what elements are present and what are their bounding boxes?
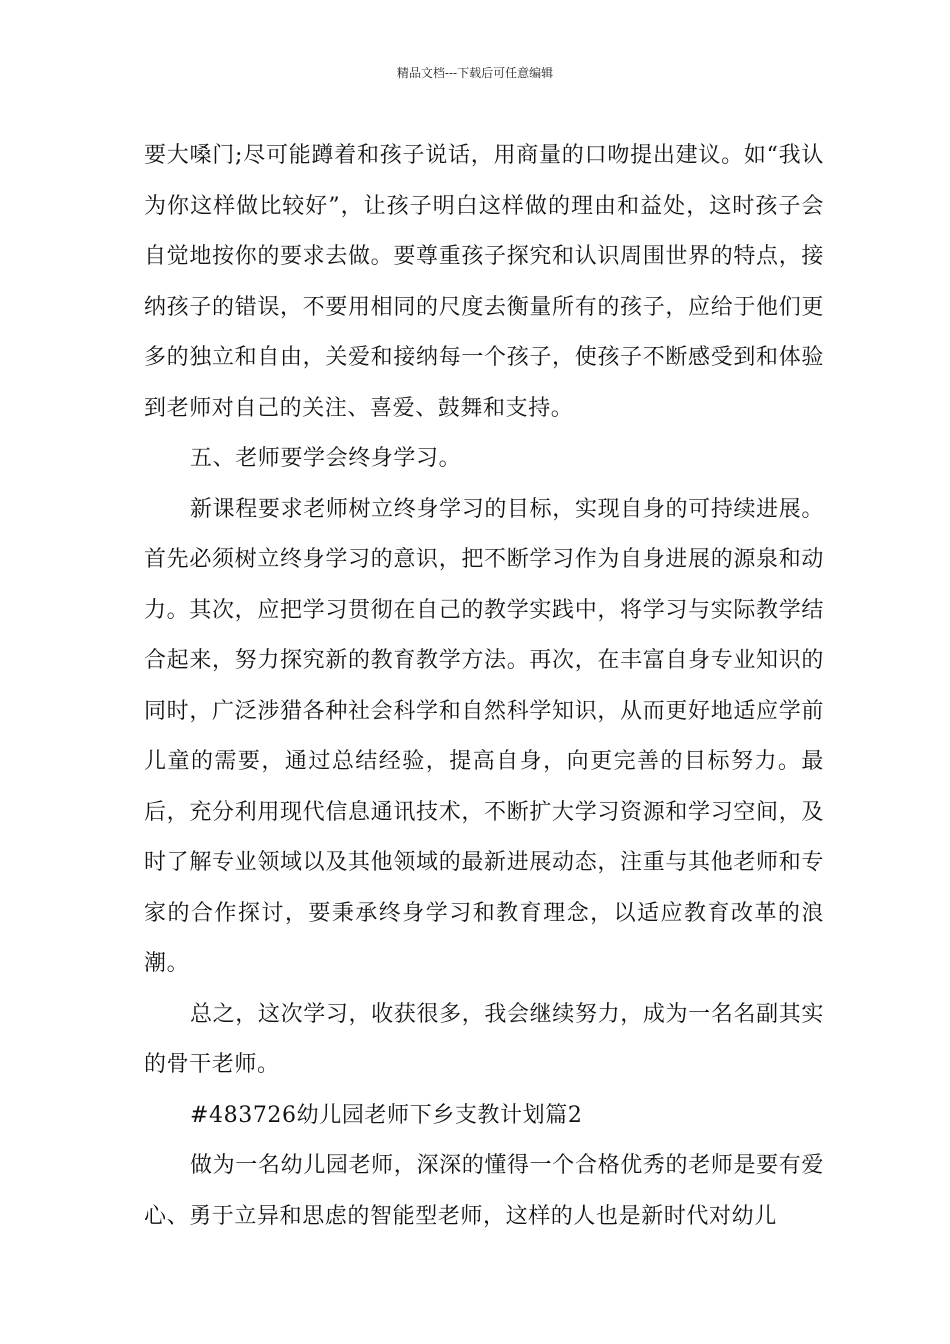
paragraph-lifelong-learning: 新课程要求老师树立终身学习的目标，实现自身的可持续进展。首先必须树立终身学习的意识，把不断学习作为自身进展的源泉和动力。其次，应把学习贯彻在自己的教学实践中，将学习与实际教学结合起来，努力探究新的教育教学方法。再次，在丰富自身专业知识的同时，广泛涉猎各种社会科学和自然科学知识，从而更好地适应学前儿童的需要，通过总结经验，提高自身，向更完善的目标努力。最后，充分利用现代信息通讯技术，不断扩大学习资源和学习空间，及时了解专业领域以及其他领域的最新进展动态，注重与其他老师和专家的合作探讨，要秉承终身学习和教育理念，以适应教育改革的浪潮。 [144,496,824,976]
paragraph-summary: 总之，这次学习，收获很多，我会继续努力，成为一名名副其实的骨干老师。 [144,1001,824,1077]
document-body [144,131,824,1242]
paragraph-intro: 做为一名幼儿园老师，深深的懂得一个合格优秀的老师是要有爱心、勇于立异和思虑的智能型老师，这样的人也是新时代对幼儿 [144,1153,824,1229]
page-header: 精品文档---下载后可任意编辑 [396,66,554,80]
section-heading-five: 五、老师要学会终身学习。 [190,446,462,471]
article-title: #483726幼儿园老师下乡支教计划篇2 [190,1102,583,1128]
paragraph-continuation: 要大嗓门;尽可能蹲着和孩子说话，用商量的口吻提出建议。如“我认为你这样做比较好”，让孩子明白这样做的理由和益处，这时孩子会自觉地按你的要求去做。要尊重孩子探究和认识周围世界的特点，接纳孩子的错误，不要用相同的尺度去衡量所有的孩子，应给于他们更多的独立和自由，关爱和接纳每一个孩子，使孩子不断感受到和体验到老师对自己的关注、喜爱、鼓舞和支持。 [144,143,824,421]
